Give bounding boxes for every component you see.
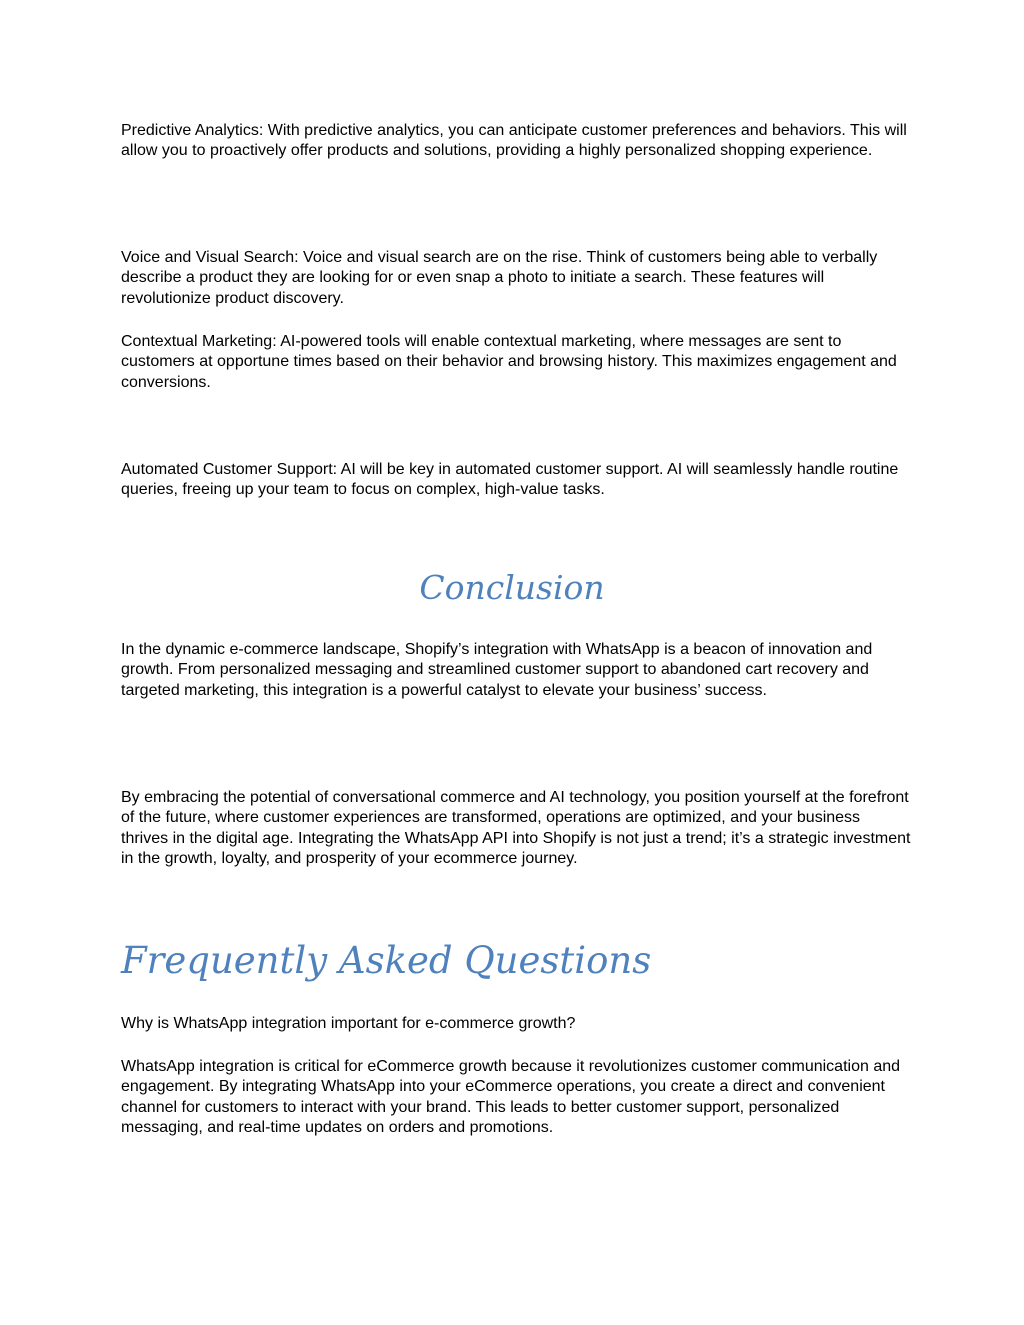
conclusion-paragraph-1: In the dynamic e-commerce landscape, Shopify’s integration with WhatsApp is a beacon of innovation and growth. From personalized messaging and streamlined customer support to abandoned cart recovery and targeted marketing, this integration is a powerful catalyst to elevate your business’ success. bbox=[121, 641, 873, 699]
conclusion-paragraph-2: By embracing the potential of conversational commerce and AI technology, you position yourself at the forefront of the future, where customer experiences are transformed, operations are optimized, and your business thrives in the digital age. Integrating the WhatsApp API into Shopify is not just a trend; it’s a strategic investment in the growth, loyalty, and prosperity of your ecommerce journey. bbox=[121, 789, 911, 868]
faq-answer-1: WhatsApp integration is critical for eCommerce growth because it revolutionizes customer communication and engagement. By integrating WhatsApp into your eCommerce operations, you create a direct and convenient channel for customers to interact with your brand. This leads to better customer support, personalized messaging, and real-time updates on orders and promotions. bbox=[121, 1058, 901, 1137]
faq-question-1: Why is WhatsApp integration important for e-commerce growth? bbox=[121, 1015, 576, 1032]
voice-visual-search-paragraph: Voice and Visual Search: Voice and visual search are on the rise. Think of customers being able to verbally describe a product they are looking for or even snap a photo to initiate a search. These features will revolutionize product discovery. bbox=[121, 249, 878, 307]
automated-support-paragraph: Automated Customer Support: AI will be key in automated customer support. AI will seamlessly handle routine queries, freeing up your team to focus on complex, high-value tasks. bbox=[121, 461, 899, 499]
predictive-analytics-paragraph: Predictive Analytics: With predictive analytics, you can anticipate customer preferences and behaviors. This will allow you to proactively offer products and solutions, providing a highly personalized shopping experience. bbox=[121, 122, 907, 160]
conclusion-heading: Conclusion bbox=[419, 568, 605, 607]
faq-heading: Frequently Asked Questions bbox=[121, 939, 652, 982]
contextual-marketing-paragraph: Contextual Marketing: AI-powered tools will enable contextual marketing, where messages are sent to customers at opportune times based on their behavior and browsing history. This maximizes engagement and conversions. bbox=[121, 333, 897, 391]
